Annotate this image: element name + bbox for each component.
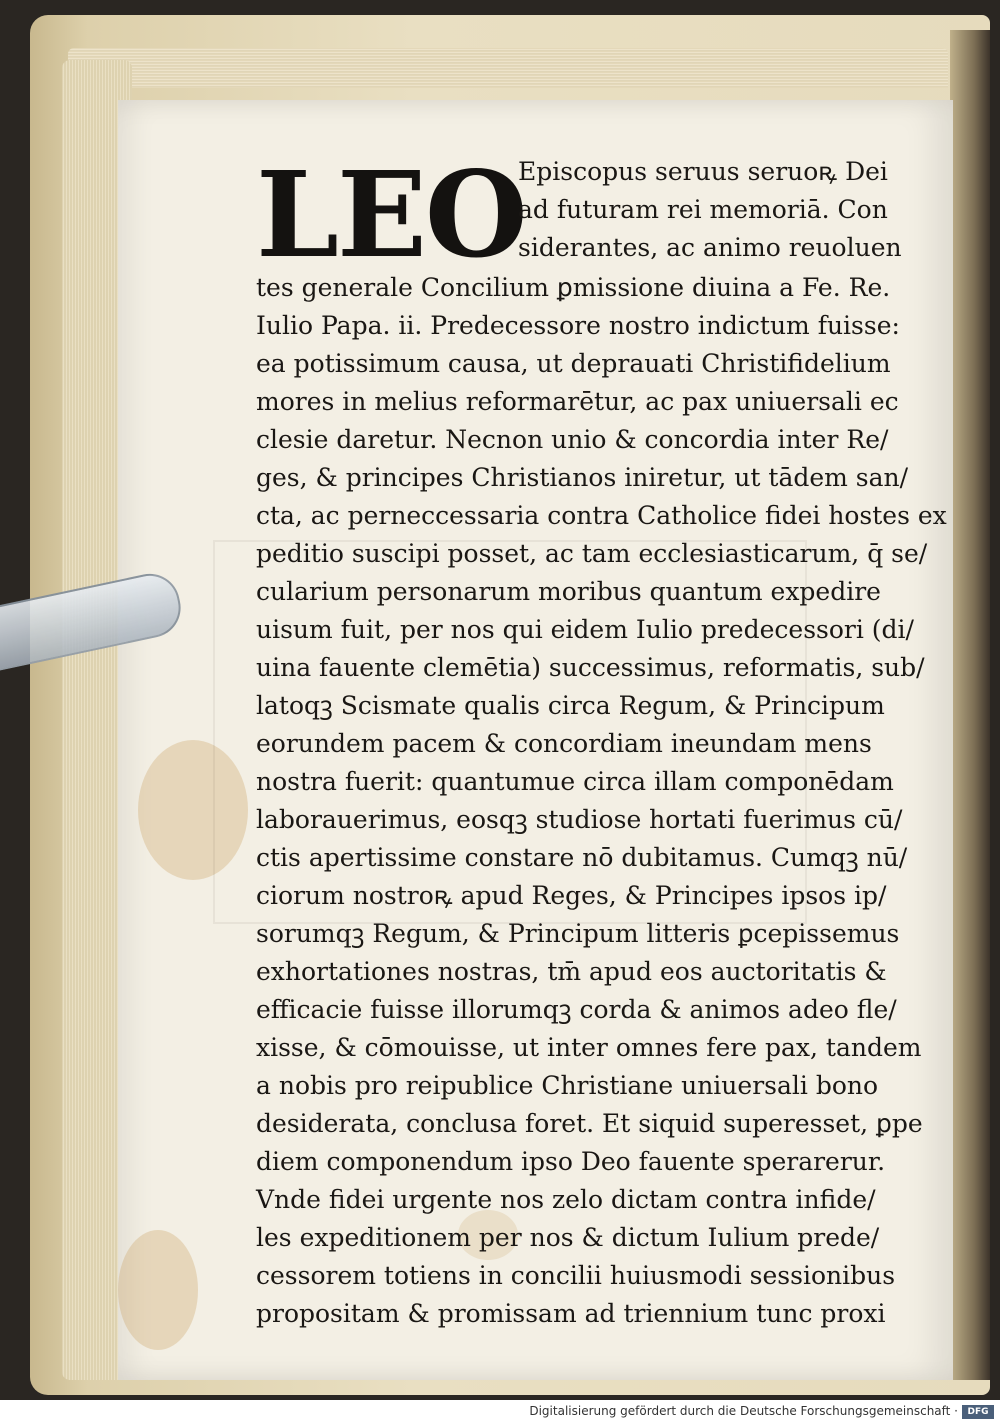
text-line: peditio suscipi posset, ac tam ecclesiasticarum, q̄ se/	[256, 539, 928, 568]
text-line: Vnde fidei urgente nos zelo dictam contra infide/	[256, 1185, 876, 1214]
text-line: exhortationes nostras, tm̄ apud eos auctoritatis &	[256, 957, 887, 986]
text-line: xisse, & cōmouisse, ut inter omnes fere pax, tandem	[256, 1033, 922, 1062]
text-line: cessorem totiens in concilii huiusmodi sessionibus	[256, 1261, 896, 1290]
text-line: latoqꝫ Scismate qualis circa Regum, & Principum	[256, 691, 885, 720]
book-gutter	[950, 30, 990, 1380]
text-line: ad futuram rei memoriā. Con	[518, 195, 888, 224]
text-line: sorumqꝫ Regum, & Principum litteris ꝑcepissemus	[256, 919, 900, 948]
text-line: diem componendum ipso Deo fauente sperarerur.	[256, 1147, 886, 1176]
text-line: clesie daretur. Necnon unio & concordia inter Re/	[256, 425, 889, 454]
text-line: a nobis pro reipublice Christiane uniuersali bono	[256, 1071, 879, 1100]
text-line: cularium personarum moribus quantum expedire	[256, 577, 881, 606]
text-line: siderantes, ac animo reuoluen	[518, 233, 902, 262]
text-line: ea potissimum causa, ut deprauati Christifidelium	[256, 349, 891, 378]
text-line: Iulio Papa. ii. Predecessore nostro indictum fuisse:	[256, 311, 900, 340]
text-line: efficacie fuisse illorumqꝫ corda & animos adeo fle/	[256, 995, 897, 1024]
funding-credit: Digitalisierung gefördert durch die Deutsche Forschungsgemeinschaft ·	[529, 1404, 958, 1418]
text-line: uisum fuit, per nos qui eidem Iulio predecessori (di/	[256, 615, 914, 644]
dfg-logo-icon: DFG	[962, 1405, 994, 1419]
page-stack-top	[68, 48, 948, 88]
text-line: ctis apertissime constare nō dubitamus. Cumqꝫ nū/	[256, 843, 908, 872]
text-line: uina fauente clemētia) successimus, reformatis, sub/	[256, 653, 925, 682]
text-line: nostra fuerit: quantumue circa illam componēdam	[256, 767, 894, 796]
text-line: mores in melius reformarētur, ac pax uniuersali ec	[256, 387, 899, 416]
footer-bar	[0, 1400, 1000, 1425]
text-line: tes generale Concilium ꝑmissione diuina a Fe. Re.	[256, 273, 891, 302]
text-line: Episcopus seruus seruoꝶ Dei	[518, 157, 888, 186]
text-line: cta, ac perneccessaria contra Catholice fidei hostes ex	[256, 501, 947, 530]
text-line: desiderata, conclusa foret. Et siquid superesset, ꝑpe	[256, 1109, 923, 1138]
initial-word: LEO	[256, 145, 526, 284]
text-line: propositam & promissam ad triennium tunc proxi	[256, 1299, 886, 1328]
text-line: ciorum nostroꝶ apud Reges, & Principes ipsos ip/	[256, 881, 887, 910]
text-line: laborauerimus, eosqꝫ studiose hortati fuerimus cū/	[256, 805, 903, 834]
text-line: les expeditionem per nos & dictum Iulium prede/	[256, 1223, 880, 1252]
text-line: eorundem pacem & concordiam ineundam mens	[256, 729, 872, 758]
water-stain	[118, 1230, 198, 1350]
book-page	[118, 100, 953, 1380]
text-line: ges, & principes Christianos iniretur, ut tādem san/	[256, 463, 909, 492]
